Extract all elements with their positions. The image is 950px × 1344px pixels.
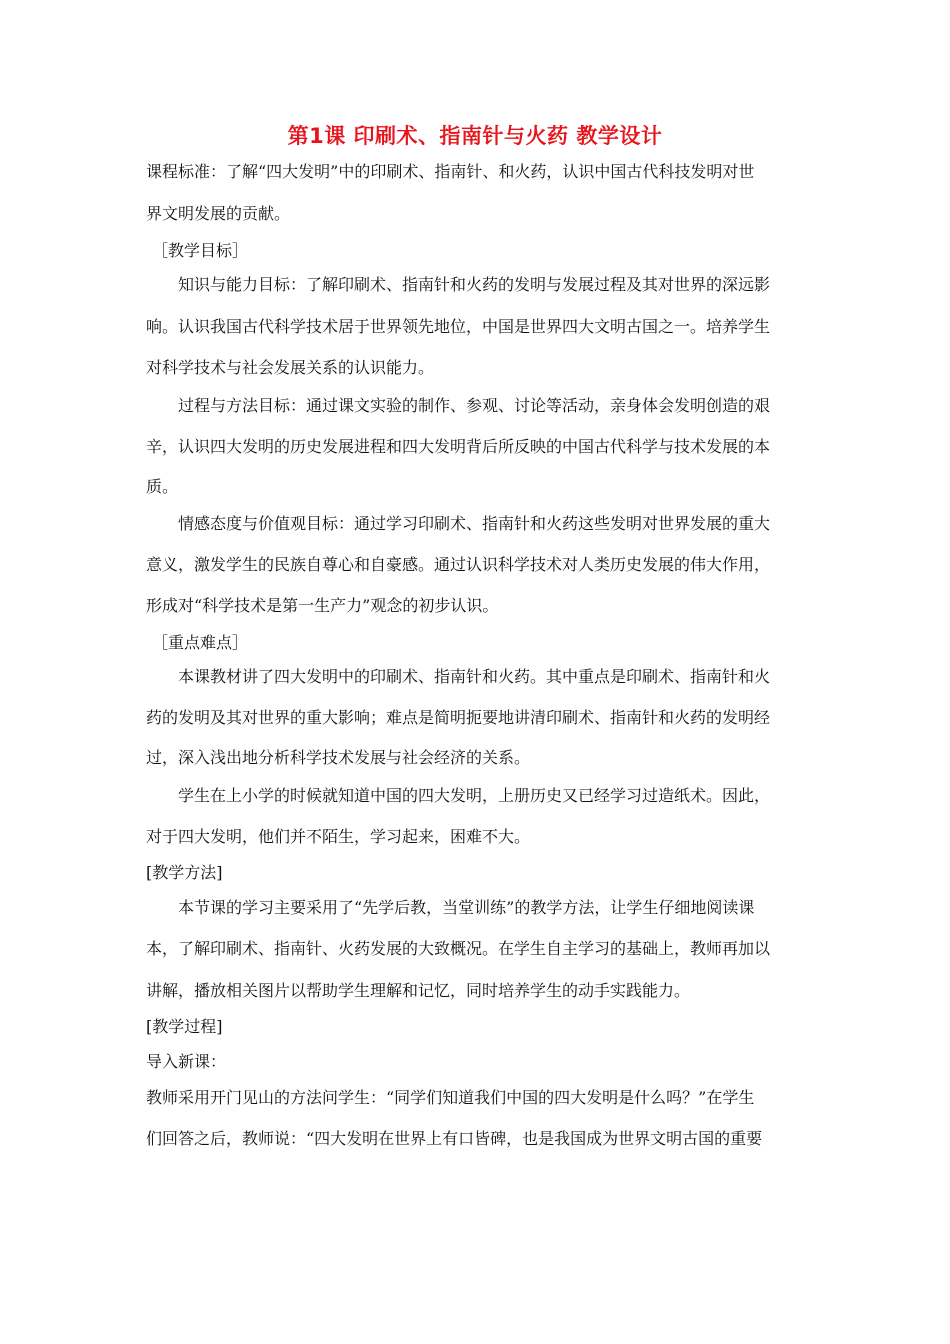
text-line: 教师采用开门见山的方法问学生：“同学们知道我们中国的四大发明是什么吗？”在学生 xyxy=(146,1088,755,1107)
text-line: 学生在上小学的时候就知道中国的四大发明，上册历史又已经学习过造纸术。因此， xyxy=(178,786,771,805)
text-line: 药的发明及其对世界的重大影响；难点是简明扼要地讲清印刷术、指南针和火药的发明经 xyxy=(146,708,771,727)
subheading: 导入新课： xyxy=(146,1052,227,1071)
text-line: 界文明发展的贡献。 xyxy=(146,204,291,223)
text-line: 意义，激发学生的民族自尊心和自豪感。通过认识科学技术对人类历史发展的伟大作用， xyxy=(146,555,771,574)
text-line: 过，深入浅出地分析科学技术发展与社会经济的关系。 xyxy=(146,748,531,767)
text-line: 本节课的学习主要采用了“先学后教，当堂训练”的教学方法，让学生仔细地阅读课 xyxy=(178,898,755,917)
text-line: 知识与能力目标：了解印刷术、指南针和火药的发明与发展过程及其对世界的深远影 xyxy=(178,275,771,294)
text-line: 质。 xyxy=(146,477,179,496)
section-heading: [教学方法] xyxy=(146,863,223,882)
text-line: 对于四大发明，他们并不陌生，学习起来，困难不大。 xyxy=(146,827,531,846)
text-line: 过程与方法目标：通过课文实验的制作、参观、讨论等活动，亲身体会发明创造的艰 xyxy=(178,396,771,415)
section-heading: [教学过程] xyxy=(146,1017,223,1036)
section-heading: ［重点难点］ xyxy=(152,633,249,652)
text-line: 情感态度与价值观目标：通过学习印刷术、指南针和火药这些发明对世界发展的重大 xyxy=(178,514,771,533)
text-line: 课程标准：了解“四大发明”中的印刷术、指南针、和火药，认识中国古代科技发明对世 xyxy=(146,162,755,181)
text-line: 们回答之后，教师说：“四大发明在世界上有口皆碑，也是我国成为世界文明古国的重要 xyxy=(146,1129,763,1148)
text-line: 响。认识我国古代科学技术居于世界领先地位，中国是世界四大文明古国之一。培养学生 xyxy=(146,317,771,336)
text-line: 本课教材讲了四大发明中的印刷术、指南针和火药。其中重点是印刷术、指南针和火 xyxy=(178,667,771,686)
text-line: 辛，认识四大发明的历史发展进程和四大发明背后所反映的中国古代科学与技术发展的本 xyxy=(146,437,771,456)
text-line: 对科学技术与社会发展关系的认识能力。 xyxy=(146,358,435,377)
text-line: 形成对“科学技术是第一生产力”观念的初步认识。 xyxy=(146,596,499,615)
section-heading: ［教学目标］ xyxy=(152,241,249,260)
text-line: 本，了解印刷术、指南针、火药发展的大致概况。在学生自主学习的基础上，教师再加以 xyxy=(146,939,771,958)
document-title: 第1课 印刷术、指南针与火药 教学设计 xyxy=(287,124,663,148)
text-line: 讲解，播放相关图片以帮助学生理解和记忆，同时培养学生的动手实践能力。 xyxy=(146,981,691,1000)
